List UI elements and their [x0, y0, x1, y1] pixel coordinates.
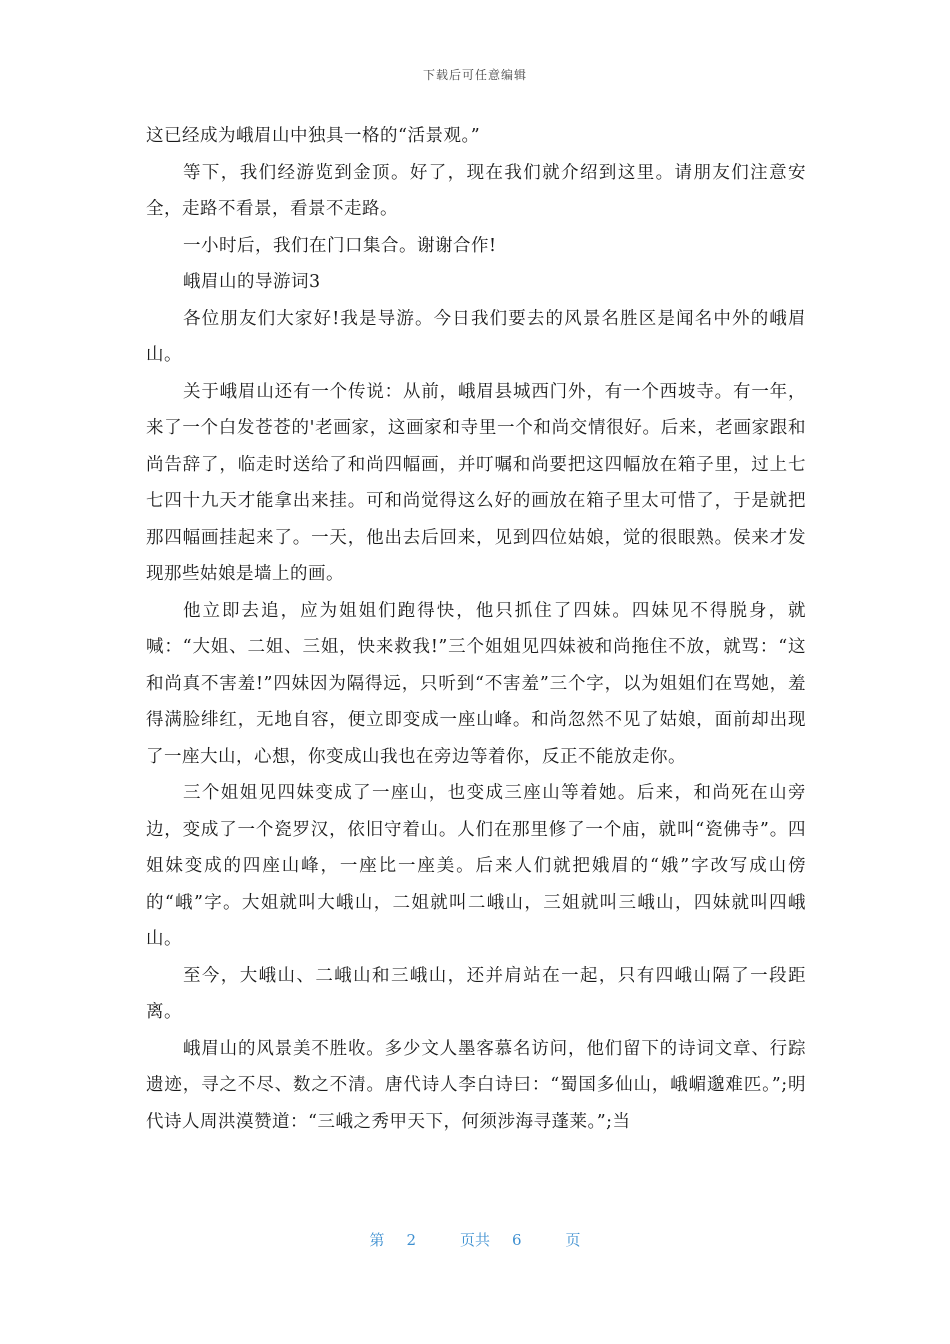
paragraph: 一小时后，我们在门口集合。谢谢合作! [183, 235, 497, 256]
footer-middle: 页共 [459, 1231, 490, 1249]
section-heading: 峨眉山的导游词3 [183, 272, 321, 292]
footer-page-number: 2 [406, 1231, 416, 1249]
paragraph: 三个姐姐见四妹变成了一座山，也变成三座山等着她。后来，和尚死在山旁边，变成了一个瓷罗汉，依旧守着山。人们在那里修了一个庙，就叫“瓷佛寺”。四姐妹变成的四座山峰，一座比一座美。后来人们就把娥眉的“娥”字改写成山傍的“峨”字。大姐就叫大峨山，二姐就叫二峨山，三姐就叫三峨山，四妹就叫四峨山。 [146, 783, 806, 949]
paragraph: 等下，我们经游览到金顶。好了，现在我们就介绍到这里。请朋友们注意安全，走路不看景，看景不走路。 [146, 162, 806, 219]
footer-suffix: 页 [565, 1231, 581, 1249]
paragraph: 他立即去追，应为姐姐们跑得快，他只抓住了四妹。四妹见不得脱身，就喊：“大姐、二姐、三姐，快来救我!”三个姐姐见四妹被和尚拖住不放，就骂：“这和尚真不害羞!”四妹因为隔得远，只听到“不害羞”三个字，以为姐姐们在骂她，羞得满脸绯红，无地自容，便立即变成一座山峰。和尚忽然不见了姑娘，面前却出现了一座大山，心想，你变成山我也在旁边等着你，反正不能放走你。 [146, 600, 806, 767]
footer-prefix: 第 [369, 1231, 385, 1249]
paragraph: 关于峨眉山还有一个传说：从前，峨眉县城西门外，有一个西坡寺。有一年，来了一个白发苍苍的'老画家，这画家和寺里一个和尚交情很好。后来，老画家跟和尚告辞了，临走时送给了和尚四幅画，并叮嘱和尚要把这四幅放在箱子里，过上七七四十九天才能拿出来挂。可和尚觉得这么好的画放在箱子里太可惜了，于是就把那四幅画挂起来了。一天，他出去后回来，见到四位姑娘，觉的很眼熟。侯来才发现那些姑娘是墙上的画。 [146, 381, 806, 584]
footer-total-pages: 6 [512, 1231, 522, 1249]
paragraph: 至今，大峨山、二峨山和三峨山，还并肩站在一起，只有四峨山隔了一段距离。 [146, 965, 806, 1022]
document-body [146, 118, 806, 1140]
page-footer [0, 1229, 950, 1250]
paragraph: 这已经成为峨眉山中独具一格的“活景观。” [146, 126, 481, 146]
page-header: 下载后可任意编辑 [422, 68, 527, 82]
paragraph: 各位朋友们大家好!我是导游。今日我们要去的风景名胜区是闻名中外的峨眉山。 [146, 308, 806, 365]
paragraph: 峨眉山的风景美不胜收。多少文人墨客慕名访问，他们留下的诗词文章、行踪遗迹，寻之不尽、数之不清。唐代诗人李白诗曰：“蜀国多仙山，峨嵋邈难匹。”;明代诗人周洪漠赞道：“三峨之秀甲天下，何须涉海寻蓬莱。”;当 [146, 1038, 806, 1132]
